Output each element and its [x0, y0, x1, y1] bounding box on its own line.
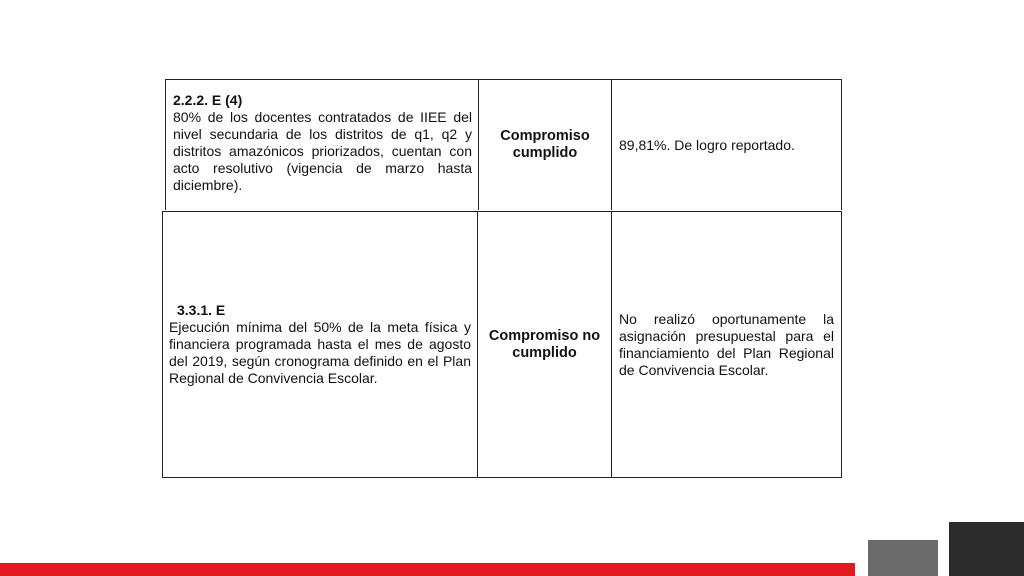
- commitment-table-bottom: [162, 211, 842, 478]
- commitment-note-cell: [612, 80, 841, 210]
- commitment-description: 80% de los docentes contratados de IIEE del nivel secundaria de los distritos de q1, q2 y distritos amazónicos priorizados, cuentan con acto resolutivo (vigencia de marzo hasta diciembre).: [173, 109, 472, 193]
- commitment-status: Compromiso cumplido: [500, 128, 590, 161]
- commitment-table-top: [165, 79, 842, 210]
- footer-red-bar: [0, 563, 855, 576]
- commitment-note: 89,81%. De logro reportado.: [619, 136, 795, 153]
- commitment-status-cell: [479, 80, 612, 210]
- commitment-description-cell: [163, 212, 478, 477]
- commitment-code: 3.3.1. E: [177, 302, 226, 318]
- commitment-description-cell: [166, 80, 479, 210]
- footer-dark-block: [949, 522, 1024, 576]
- commitment-code: 2.2.2. E (4): [173, 92, 243, 108]
- commitment-status-cell: [478, 212, 612, 477]
- footer-gray-block: [868, 540, 938, 576]
- commitment-note: No realizó oportunamente la asignación presupuestal para el financiamiento del Plan Regional de Convivencia Escolar.: [619, 310, 834, 378]
- commitment-status: Compromiso no cumplido: [488, 327, 601, 361]
- commitment-description: Ejecución mínima del 50% de la meta física y financiera programada hasta el mes de agosto del 2019, según cronograma definido en el Plan Regional de Convivencia Escolar.: [169, 319, 471, 386]
- commitment-note-cell: [612, 212, 841, 477]
